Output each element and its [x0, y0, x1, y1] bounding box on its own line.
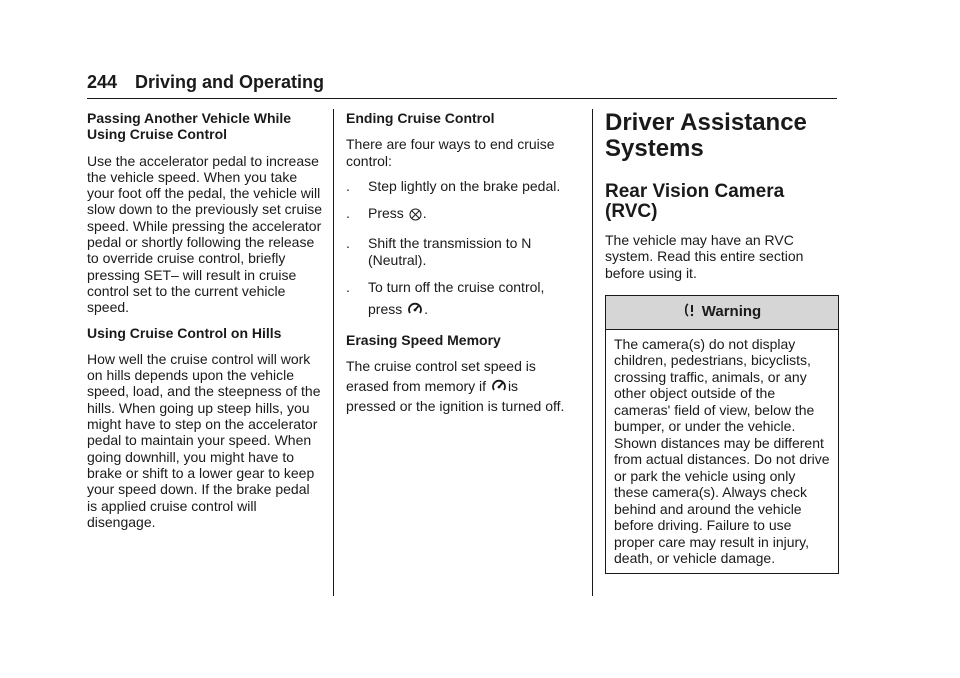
bullet-text: Press — [368, 205, 404, 222]
bullet-marker: . — [346, 279, 350, 296]
list-item — [346, 235, 581, 268]
list-item — [346, 178, 581, 194]
subheading-passing: Passing Another Vehicle While Using Cruise Control — [87, 110, 292, 143]
column-middle — [346, 110, 581, 423]
text-segment: is — [507, 378, 519, 395]
column-divider — [333, 109, 334, 596]
warning-box — [605, 295, 839, 574]
bullet-text: Shift the transmission to N (Neutral). — [368, 235, 532, 268]
section-heading: Driver Assistance Systems — [605, 109, 807, 162]
bullet-suffix: . — [422, 205, 427, 222]
bullet-press: press — [368, 301, 403, 318]
bullet-marker: . — [346, 205, 350, 222]
bullet-text: Step lightly on the brake pedal. — [368, 177, 561, 194]
page-header — [87, 72, 837, 99]
paragraph-passing: Use the accelerator pedal to increase the vehicle speed. When you take your foot off the pedal, the vehicle will slow down to the previously set cruise speed. While pressing the accelerator pedal or shortly following the release to override cruise control, briefly pressing SET– will result in cruise control set to the current vehicle speed. — [87, 152, 322, 316]
cruise-control-icon — [407, 301, 423, 320]
warning-label: Warning — [701, 303, 762, 321]
bullet-marker: . — [346, 235, 350, 252]
section-title: Driving and Operating — [135, 72, 325, 92]
text-segment: The cruise control set speed is — [346, 357, 536, 374]
subheading-ending-cruise: Ending Cruise Control — [346, 110, 495, 126]
column-left — [87, 110, 322, 539]
list-item — [346, 205, 581, 224]
column-right — [605, 110, 840, 574]
cancel-icon — [409, 208, 422, 224]
bullet-text: To turn off the cruise control, — [368, 279, 545, 296]
text-segment: pressed or the ignition is turned off. — [346, 397, 565, 414]
paragraph-hills: How well the cruise control will work on hills depends upon the vehicle speed, load, and the steepness of the hills. When going up steep hills, you might have to step on the accelerator pedal to maintain your speed. When going downhill, you might have to brake or shift to a lower gear to keep your speed down. If the brake pedal is applied cruise control will disengage. — [87, 350, 321, 530]
subheading-hills: Using Cruise Control on Hills — [87, 324, 282, 341]
paragraph-erasing-memory — [346, 358, 581, 414]
warning-header — [606, 296, 838, 330]
warning-icon — [684, 303, 698, 321]
warning-text: The camera(s) do not display children, pedestrians, bicyclists, crossing traffic, animals, or any other object outside of the cameras' field of view, below the bumper, or under the vehicle. Shown distances may be different from actual distances. Do not drive or park the vehicle using only these camera(s). Always check behind and around the vehicle before driving. Failure to use proper care may result in injury, death, or vehicle damage. — [614, 335, 830, 567]
page-number: 244 — [87, 72, 118, 92]
list-item — [346, 279, 581, 321]
paragraph-rvc-intro: The vehicle may have an RVC system. Read this entire section before using it. — [605, 232, 804, 281]
column-divider — [592, 109, 593, 596]
subheading-erasing-memory: Erasing Speed Memory — [346, 331, 501, 348]
bullet-marker: . — [346, 177, 350, 194]
subsection-heading: Rear Vision Camera (RVC) — [605, 181, 785, 222]
bullet-suffix: . — [424, 301, 429, 318]
cruise-control-icon — [491, 378, 507, 397]
paragraph-ending-intro: There are four ways to end cruise control: — [346, 136, 555, 169]
text-segment: erased from memory if — [346, 378, 487, 395]
